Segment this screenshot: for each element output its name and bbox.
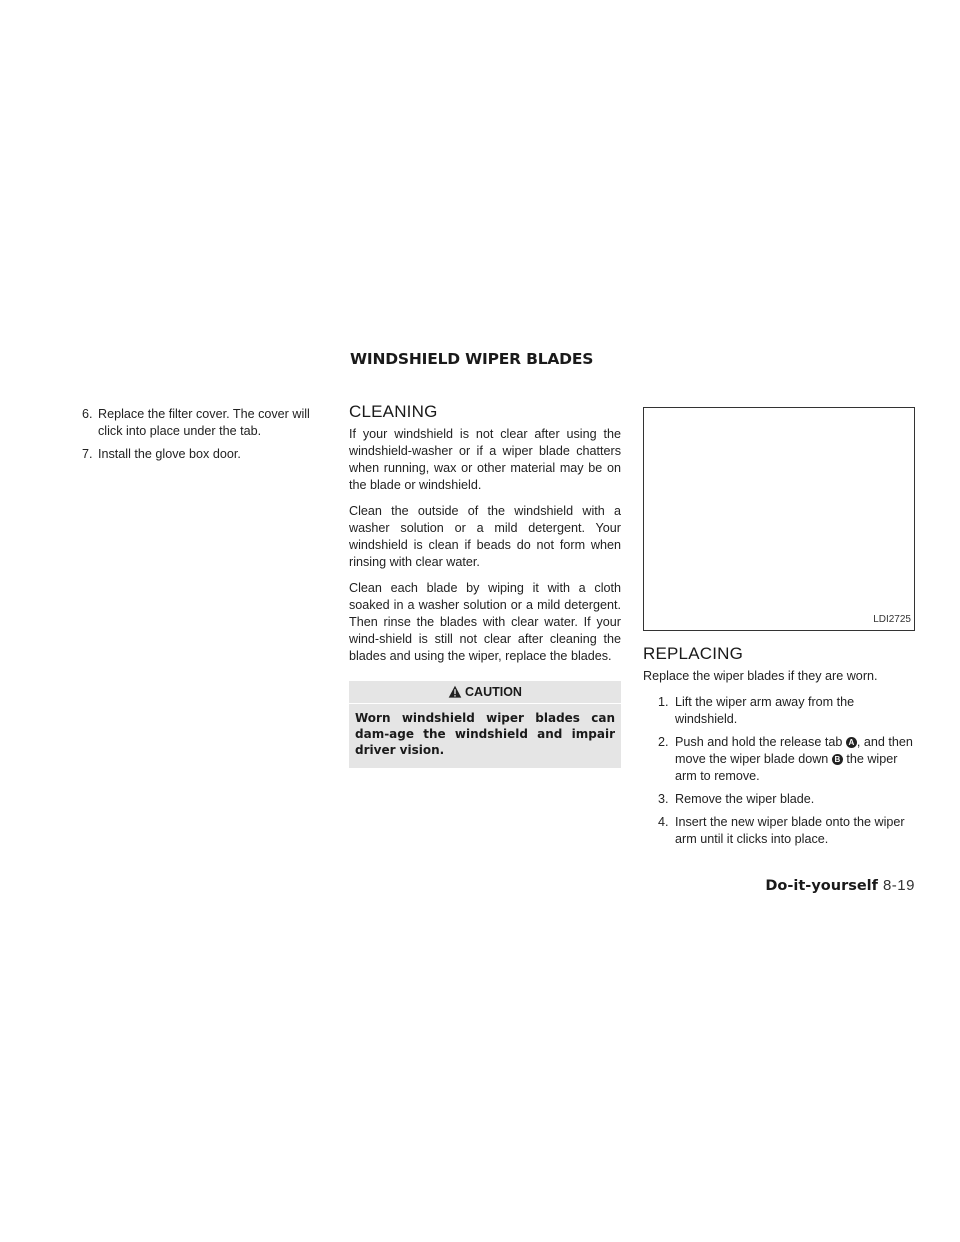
callout-a-icon: A xyxy=(846,737,857,748)
cleaning-heading: CLEANING xyxy=(349,402,438,421)
cleaning-paragraph: Clean each blade by wiping it with a cloth soaked in a washer solution or a mild detergent. Then rinse the blades with clear water. If your wind-shield is still not clear after cleaning the blades and using the wiper, replace the blades. xyxy=(349,581,621,663)
caution-header xyxy=(349,681,621,704)
list-item xyxy=(643,814,915,848)
caution-box xyxy=(349,681,621,768)
step-text: Install the glove box door. xyxy=(98,447,241,461)
list-item xyxy=(643,734,915,785)
list-item xyxy=(82,406,330,440)
list-item xyxy=(643,694,915,728)
step-text: Push and hold the release tab xyxy=(675,735,846,749)
caution-label: CAUTION xyxy=(465,684,522,699)
step-number: 4. xyxy=(658,815,669,829)
list-item xyxy=(82,446,330,463)
cleaning-paragraph: Clean the outside of the windshield with a washer solution or a mild detergent. Your windshield is clean if beads do not form when rinsing with clear water. xyxy=(349,504,621,569)
cleaning-column xyxy=(349,403,621,768)
page-footer xyxy=(765,877,915,894)
page-number: 8-19 xyxy=(882,877,915,894)
list-item xyxy=(643,791,915,808)
callout-b-icon: B xyxy=(832,754,843,765)
step-text: Replace the filter cover. The cover will click into place under the tab. xyxy=(98,407,310,438)
step-number: 6. xyxy=(82,407,93,421)
step-number: 2. xyxy=(658,735,669,749)
replacing-intro: Replace the wiper blades if they are worn. xyxy=(643,669,878,683)
step-text: Remove the wiper blade. xyxy=(675,792,815,806)
step-text: , and then move the wiper blade down xyxy=(675,735,913,766)
replacing-heading: REPLACING xyxy=(643,644,744,663)
figure-code: LDI2725 xyxy=(873,614,911,625)
section-title: WINDSHIELD WIPER BLADES xyxy=(350,350,594,368)
replacing-column xyxy=(643,407,915,854)
step-text: the wiper arm to remove. xyxy=(675,752,898,783)
step-text: Lift the wiper arm away from the windshield. xyxy=(675,695,855,726)
warning-icon xyxy=(448,685,462,699)
previous-steps-column xyxy=(82,406,330,469)
cleaning-paragraph: If your windshield is not clear after using the windshield-washer or if a wiper blade chatters when running, wax or other material may be on the blade or windshield. xyxy=(349,427,621,492)
chapter-name: Do-it-yourself xyxy=(765,878,878,894)
step-number: 3. xyxy=(658,792,669,806)
step-number: 1. xyxy=(658,695,669,709)
step-text: Insert the new wiper blade onto the wiper arm until it clicks into place. xyxy=(675,815,905,846)
wiper-figure xyxy=(643,407,915,631)
step-number: 7. xyxy=(82,447,93,461)
caution-text: Worn windshield wiper blades can dam-age the windshield and impair driver vision. xyxy=(355,711,615,757)
